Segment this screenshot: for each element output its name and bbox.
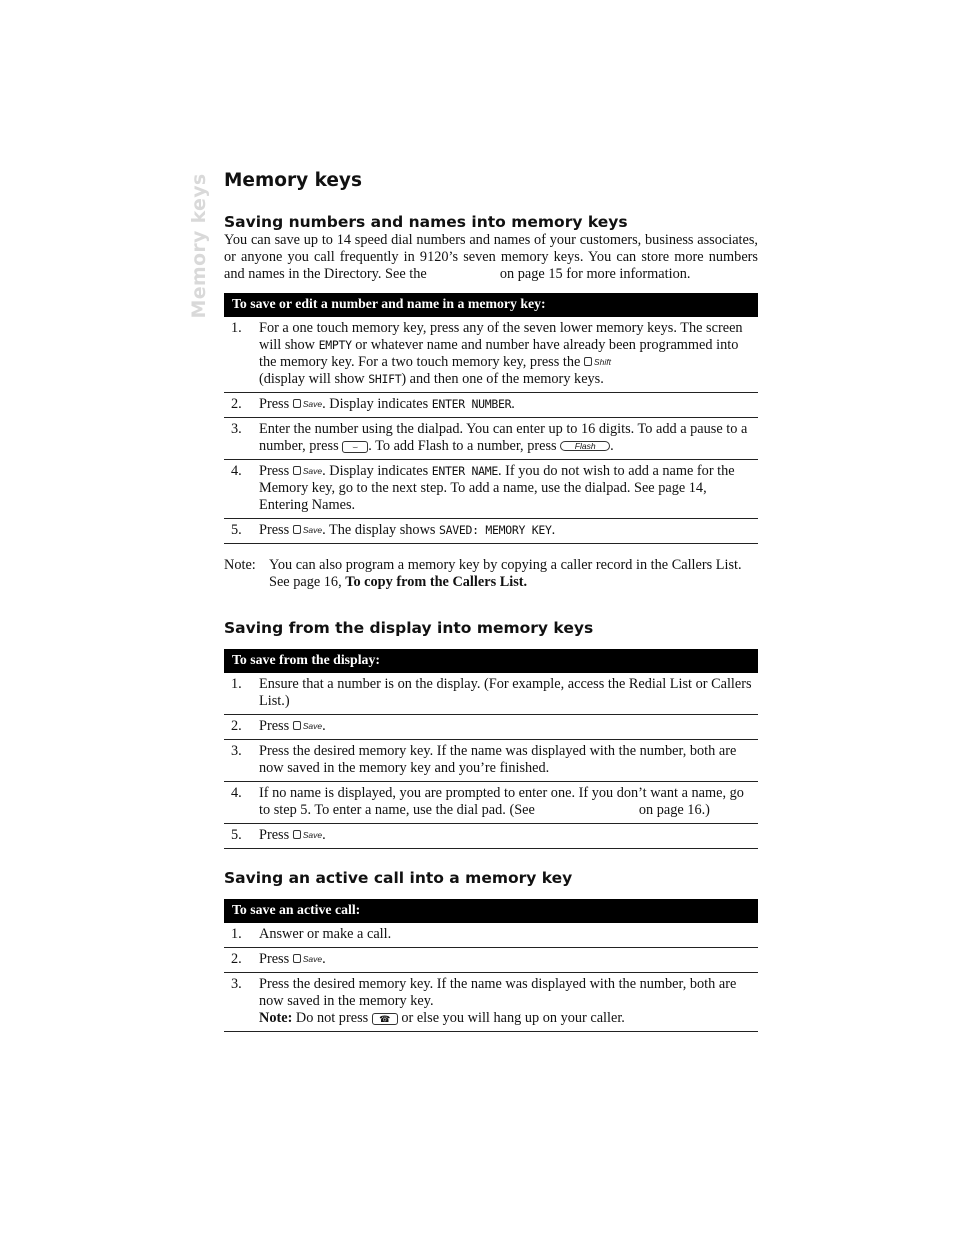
step-number: 2. xyxy=(231,718,242,734)
display-text: ENTER NUMBER xyxy=(431,397,512,411)
step-number: 1. xyxy=(231,676,242,692)
section-heading-memory-keys: Saving numbers and names into memory keys xyxy=(224,213,628,231)
cross-reference: Entering Names xyxy=(259,497,352,513)
note-label: Note: xyxy=(224,557,256,573)
save-key-icon xyxy=(293,951,322,968)
side-tab xyxy=(186,173,212,319)
display-text: SHIFT xyxy=(368,372,402,386)
section-heading-display: Saving from the display into memory keys xyxy=(224,619,594,637)
step-row xyxy=(224,824,758,849)
step-row xyxy=(224,673,758,715)
intro-text-end: on page 15 for more information. xyxy=(499,266,691,282)
step-text-part: For a one touch memory key, press any of the seven lower memory keys. The screen will show xyxy=(259,320,743,353)
page-content xyxy=(224,168,758,1032)
step-text xyxy=(259,320,758,388)
step-text-part: or whatever name and number have already been programmed into the memory key. For a two touch memory key, press the xyxy=(259,337,739,370)
step-text xyxy=(259,951,758,968)
step-number: 2. xyxy=(231,396,242,412)
save-key-icon xyxy=(293,827,322,844)
step-number: 1. xyxy=(231,320,242,336)
step-number: 1. xyxy=(231,926,242,942)
step-text-part: Press xyxy=(259,951,293,967)
step-number: 5. xyxy=(231,522,242,538)
flash-key-icon: Flash xyxy=(560,441,610,451)
step-number: 3. xyxy=(231,976,242,992)
procedure-header: To save from the display: xyxy=(224,649,758,673)
step-row xyxy=(224,715,758,740)
page-title: Memory keys xyxy=(224,170,362,191)
step-text xyxy=(259,718,758,735)
step-text-part: . The display shows xyxy=(322,522,440,538)
save-key-label: Save xyxy=(302,525,323,535)
step-text-part: (display will show xyxy=(259,371,369,387)
display-text: ENTER NAME xyxy=(431,464,498,478)
procedure-table xyxy=(224,899,758,1032)
step-text-part: . xyxy=(322,951,326,967)
step-text: Answer or make a call. xyxy=(259,926,392,942)
step-row xyxy=(224,418,758,460)
step-row xyxy=(224,973,758,1032)
step-text-part: . xyxy=(322,827,326,843)
step-number: 4. xyxy=(231,463,242,479)
step-row xyxy=(224,317,758,393)
step-text: Press the desired memory key. If the name was displayed with the number, both are now saved in the memory key and you’re finished. xyxy=(259,743,737,776)
step-text-part: Do not press xyxy=(292,1010,372,1026)
save-key-icon xyxy=(293,522,322,539)
step-row xyxy=(224,740,758,782)
section-heading-active-call: Saving an active call into a memory key xyxy=(224,869,573,887)
section-intro xyxy=(224,232,758,283)
side-tab-label: Memory keys xyxy=(188,173,210,319)
step-number: 4. xyxy=(231,785,242,801)
step-text-part: . If you do not wish to add a name for the Memory key, go to the next step. To add a name, use the dialpad. See page 14, xyxy=(259,463,735,496)
step-text-part: or else you will hang up on your caller. xyxy=(397,1010,625,1026)
step-text-part: . Display indicates xyxy=(322,396,432,412)
step-text-part: Press xyxy=(259,718,293,734)
save-key-icon xyxy=(293,396,322,413)
step-number: 3. xyxy=(231,421,242,437)
step-text-part: Enter the number using the dialpad. You can enter up to 16 digits. To add a pause to a number, press xyxy=(259,421,748,454)
step-row xyxy=(224,948,758,973)
hang-up-key-icon: ☎ xyxy=(372,1013,398,1025)
step-text xyxy=(259,827,758,844)
step-number: 5. xyxy=(231,827,242,843)
procedure-table xyxy=(224,649,758,849)
step-row xyxy=(224,782,758,824)
step-text xyxy=(259,421,758,455)
step-text: Ensure that a number is on the display. (For example, access the Redial List or Callers List.) xyxy=(259,676,752,709)
save-key-icon xyxy=(293,463,322,480)
save-key-label: Save xyxy=(302,399,323,409)
shift-key-icon xyxy=(584,354,611,371)
pause-key-icon: ⌣ xyxy=(342,441,368,453)
step-row xyxy=(224,460,758,519)
shift-key-label: Shift xyxy=(593,357,611,367)
step-text-part: Press xyxy=(259,522,293,538)
intro-text: You can save up to 14 speed dial numbers and names of your customers, business associates, or anyone you call frequently in 9120’s seven memory keys. You can store more numbers and names in the Directory. See the xyxy=(224,232,758,282)
save-key-icon xyxy=(293,718,322,735)
note xyxy=(224,557,758,591)
display-text: EMPTY xyxy=(318,338,352,352)
display-text: SAVED: MEMORY KEY xyxy=(439,523,552,537)
step-text-part: Press the desired memory key. If the name was displayed with the number, both are now saved in the memory key. xyxy=(259,976,737,1009)
step-text-part: . xyxy=(322,718,326,734)
step-text-part: If no name is displayed, you are prompted to enter one. If you don’t want a name, go to step 5. To enter a name, use the dial pad. (See xyxy=(259,785,744,818)
procedure-header: To save an active call: xyxy=(224,899,758,923)
save-key-label: Save xyxy=(302,830,323,840)
save-key-label: Save xyxy=(302,721,323,731)
note-reference: To copy from the Callers List. xyxy=(345,574,528,590)
step-text xyxy=(259,396,758,413)
step-row xyxy=(224,519,758,544)
step-text-part: . xyxy=(511,396,515,412)
step-row xyxy=(224,393,758,418)
step-text-part: . Display indicates xyxy=(322,463,432,479)
step-text xyxy=(259,785,758,819)
step-row xyxy=(224,923,758,948)
step-text-part: Press xyxy=(259,463,293,479)
step-note-label: Note: xyxy=(259,1010,293,1026)
step-text-part: Press xyxy=(259,827,293,843)
step-text xyxy=(259,976,758,1027)
step-text xyxy=(259,522,758,539)
step-text-part: on page 16.) xyxy=(638,802,710,818)
step-text-part: . xyxy=(351,497,356,513)
procedure-table xyxy=(224,293,758,544)
step-number: 2. xyxy=(231,951,242,967)
step-text-part: ) and then one of the memory keys. xyxy=(401,371,604,387)
save-key-label: Save xyxy=(302,954,323,964)
step-text xyxy=(259,463,758,514)
step-text-part: . To add Flash to a number, press xyxy=(368,438,561,454)
note-text: You can also program a memory key by copying a caller record in the Callers List. See page 16, xyxy=(269,557,742,590)
step-text-part: Press xyxy=(259,396,293,412)
step-text-part: . xyxy=(610,438,614,454)
step-text-part: . xyxy=(551,522,556,538)
procedure-header: To save or edit a number and name in a memory key: xyxy=(224,293,758,317)
step-number: 3. xyxy=(231,743,242,759)
save-key-label: Save xyxy=(302,466,323,476)
note-body xyxy=(269,557,758,591)
